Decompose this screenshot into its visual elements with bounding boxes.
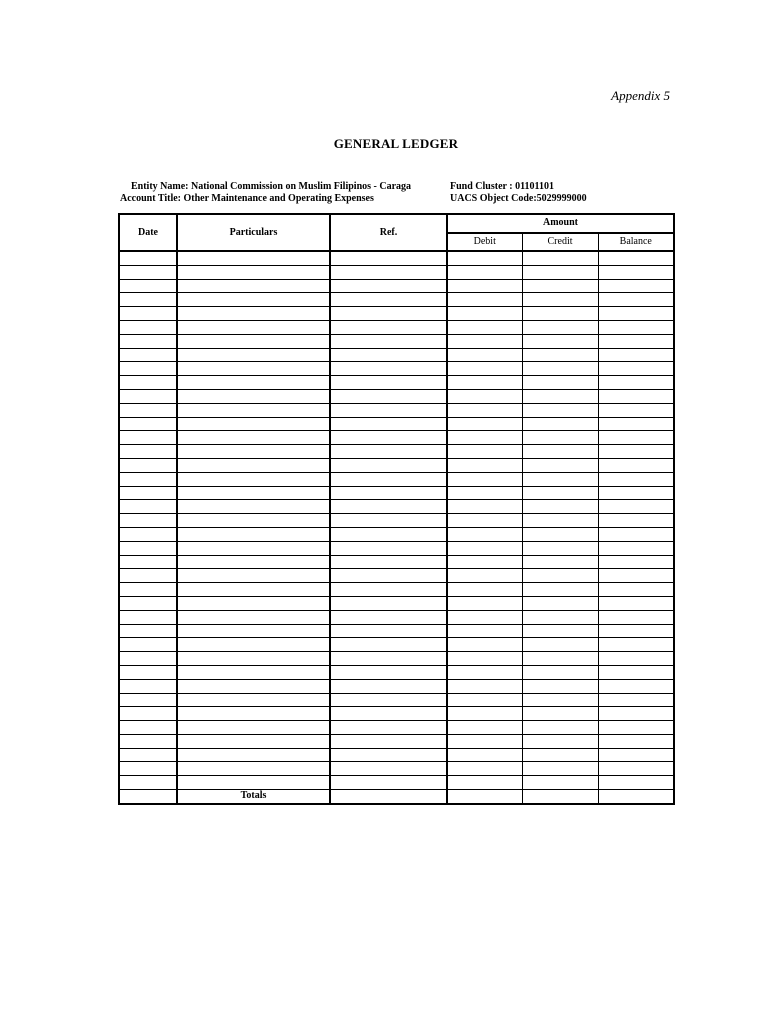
ledger-cell-balance[interactable] — [598, 265, 674, 279]
ledger-cell-particulars[interactable] — [177, 721, 330, 735]
ledger-table — [118, 213, 675, 805]
ledger-cell-particulars[interactable] — [177, 541, 330, 555]
ledger-cell-ref[interactable] — [330, 514, 447, 528]
ledger-cell-particulars[interactable] — [177, 583, 330, 597]
ledger-cell-date[interactable] — [119, 610, 177, 624]
ledger-cell-date[interactable] — [119, 500, 177, 514]
ledger-cell-date[interactable] — [119, 707, 177, 721]
ledger-cell-credit[interactable] — [522, 348, 598, 362]
ledger-cell-balance[interactable] — [598, 721, 674, 735]
ledger-cell-balance[interactable] — [598, 665, 674, 679]
ledger-cell-balance[interactable] — [598, 734, 674, 748]
ledger-cell-ref[interactable] — [330, 458, 447, 472]
ledger-cell-balance[interactable] — [598, 610, 674, 624]
ledger-cell-balance[interactable] — [598, 362, 674, 376]
ledger-cell-debit[interactable] — [447, 500, 522, 514]
ledger-cell-balance[interactable] — [598, 583, 674, 597]
ledger-cell-balance[interactable] — [598, 500, 674, 514]
ledger-cell-credit[interactable] — [522, 307, 598, 321]
ledger-row — [119, 721, 674, 735]
ledger-cell-credit[interactable] — [522, 638, 598, 652]
ledger-cell-ref[interactable] — [330, 403, 447, 417]
ledger-row — [119, 265, 674, 279]
ledger-cell-particulars[interactable] — [177, 320, 330, 334]
ledger-cell-credit[interactable] — [522, 679, 598, 693]
ledger-row — [119, 403, 674, 417]
ledger-cell-particulars[interactable] — [177, 610, 330, 624]
ledger-row — [119, 679, 674, 693]
ledger-cell-particulars[interactable] — [177, 734, 330, 748]
ledger-cell-date[interactable] — [119, 679, 177, 693]
ledger-cell-date[interactable] — [119, 514, 177, 528]
ledger-row — [119, 334, 674, 348]
ledger-cell-date[interactable] — [119, 541, 177, 555]
ledger-cell-date[interactable] — [119, 762, 177, 776]
ledger-cell-particulars[interactable] — [177, 665, 330, 679]
ledger-cell-particulars[interactable] — [177, 624, 330, 638]
ledger-cell-balance[interactable] — [598, 762, 674, 776]
ledger-cell-particulars[interactable] — [177, 445, 330, 459]
ledger-cell-balance[interactable] — [598, 527, 674, 541]
ledger-cell-ref[interactable] — [330, 293, 447, 307]
totals-date-cell — [119, 790, 177, 804]
ledger-cell-particulars[interactable] — [177, 348, 330, 362]
ledger-row — [119, 693, 674, 707]
ledger-row — [119, 348, 674, 362]
ledger-cell-ref[interactable] — [330, 472, 447, 486]
ledger-row — [119, 527, 674, 541]
ledger-cell-credit[interactable] — [522, 251, 598, 265]
ledger-row — [119, 583, 674, 597]
ledger-cell-debit[interactable] — [447, 403, 522, 417]
ledger-cell-date[interactable] — [119, 555, 177, 569]
ledger-cell-ref[interactable] — [330, 596, 447, 610]
ledger-cell-date[interactable] — [119, 486, 177, 500]
ledger-cell-balance[interactable] — [598, 707, 674, 721]
ledger-cell-date[interactable] — [119, 527, 177, 541]
ledger-cell-ref[interactable] — [330, 541, 447, 555]
ledger-cell-debit[interactable] — [447, 679, 522, 693]
ledger-cell-debit[interactable] — [447, 307, 522, 321]
ledger-cell-debit[interactable] — [447, 445, 522, 459]
ledger-cell-date[interactable] — [119, 596, 177, 610]
ledger-cell-debit[interactable] — [447, 762, 522, 776]
ledger-cell-credit[interactable] — [522, 762, 598, 776]
ledger-cell-debit[interactable] — [447, 472, 522, 486]
ledger-cell-credit[interactable] — [522, 596, 598, 610]
ledger-row — [119, 665, 674, 679]
ledger-cell-particulars[interactable] — [177, 638, 330, 652]
ledger-cell-credit[interactable] — [522, 458, 598, 472]
totals-ref-cell — [330, 790, 447, 804]
ledger-cell-date[interactable] — [119, 721, 177, 735]
ledger-cell-credit[interactable] — [522, 652, 598, 666]
uacs-object-code: UACS Object Code:5029999000 — [450, 193, 587, 204]
ledger-row — [119, 500, 674, 514]
ledger-cell-date[interactable] — [119, 445, 177, 459]
totals-row — [119, 790, 674, 804]
ledger-cell-debit[interactable] — [447, 734, 522, 748]
ledger-cell-credit[interactable] — [522, 293, 598, 307]
ledger-cell-particulars[interactable] — [177, 569, 330, 583]
ledger-cell-credit[interactable] — [522, 320, 598, 334]
page-title: GENERAL LEDGER — [333, 136, 459, 151]
ledger-cell-particulars[interactable] — [177, 279, 330, 293]
ledger-cell-debit[interactable] — [447, 293, 522, 307]
ledger-cell-date[interactable] — [119, 251, 177, 265]
header-credit: Credit — [522, 233, 598, 252]
ledger-cell-balance[interactable] — [598, 376, 674, 390]
ledger-cell-credit[interactable] — [522, 403, 598, 417]
ledger-cell-credit[interactable] — [522, 721, 598, 735]
ledger-cell-debit[interactable] — [447, 251, 522, 265]
ledger-cell-ref[interactable] — [330, 665, 447, 679]
ledger-cell-date[interactable] — [119, 334, 177, 348]
ledger-cell-credit[interactable] — [522, 500, 598, 514]
ledger-row — [119, 279, 674, 293]
ledger-cell-ref[interactable] — [330, 748, 447, 762]
ledger-cell-balance[interactable] — [598, 417, 674, 431]
ledger-cell-credit[interactable] — [522, 776, 598, 790]
ledger-row — [119, 707, 674, 721]
ledger-cell-ref[interactable] — [330, 251, 447, 265]
account-title: Account Title: Other Maintenance and Operating Expenses — [120, 193, 374, 204]
ledger-cell-balance[interactable] — [598, 624, 674, 638]
ledger-cell-particulars[interactable] — [177, 293, 330, 307]
totals-balance-cell — [598, 790, 674, 804]
ledger-cell-debit[interactable] — [447, 514, 522, 528]
ledger-cell-debit[interactable] — [447, 389, 522, 403]
header-date: Date — [119, 214, 177, 251]
ledger-cell-date[interactable] — [119, 665, 177, 679]
ledger-cell-ref[interactable] — [330, 707, 447, 721]
ledger-row — [119, 389, 674, 403]
ledger-cell-balance[interactable] — [598, 445, 674, 459]
ledger-cell-debit[interactable] — [447, 748, 522, 762]
ledger-cell-balance[interactable] — [598, 514, 674, 528]
ledger-row — [119, 638, 674, 652]
ledger-cell-debit[interactable] — [447, 417, 522, 431]
ledger-cell-date[interactable] — [119, 362, 177, 376]
ledger-cell-date[interactable] — [119, 403, 177, 417]
ledger-cell-date[interactable] — [119, 376, 177, 390]
ledger-cell-particulars[interactable] — [177, 376, 330, 390]
ledger-cell-debit[interactable] — [447, 652, 522, 666]
ledger-cell-balance[interactable] — [598, 348, 674, 362]
totals-credit-cell — [522, 790, 598, 804]
ledger-cell-particulars[interactable] — [177, 458, 330, 472]
ledger-cell-balance[interactable] — [598, 389, 674, 403]
ledger-cell-balance[interactable] — [598, 652, 674, 666]
ledger-cell-particulars[interactable] — [177, 679, 330, 693]
ledger-cell-credit[interactable] — [522, 472, 598, 486]
ledger-cell-debit[interactable] — [447, 569, 522, 583]
ledger-row — [119, 251, 674, 265]
ledger-cell-date[interactable] — [119, 734, 177, 748]
ledger-cell-credit[interactable] — [522, 734, 598, 748]
ledger-cell-ref[interactable] — [330, 334, 447, 348]
ledger-cell-ref[interactable] — [330, 348, 447, 362]
ledger-cell-balance[interactable] — [598, 472, 674, 486]
ledger-cell-debit[interactable] — [447, 721, 522, 735]
header-ref: Ref. — [330, 214, 447, 251]
ledger-cell-balance[interactable] — [598, 693, 674, 707]
ledger-cell-credit[interactable] — [522, 334, 598, 348]
ledger-cell-balance[interactable] — [598, 638, 674, 652]
ledger-row — [119, 541, 674, 555]
ledger-cell-date[interactable] — [119, 776, 177, 790]
ledger-cell-debit[interactable] — [447, 638, 522, 652]
ledger-cell-debit[interactable] — [447, 486, 522, 500]
ledger-cell-debit[interactable] — [447, 527, 522, 541]
ledger-cell-balance[interactable] — [598, 596, 674, 610]
ledger-cell-date[interactable] — [119, 320, 177, 334]
ledger-cell-debit[interactable] — [447, 624, 522, 638]
ledger-cell-ref[interactable] — [330, 721, 447, 735]
ledger-cell-credit[interactable] — [522, 555, 598, 569]
ledger-cell-credit[interactable] — [522, 445, 598, 459]
ledger-cell-balance[interactable] — [598, 320, 674, 334]
ledger-row — [119, 624, 674, 638]
header-debit: Debit — [447, 233, 522, 252]
ledger-cell-particulars[interactable] — [177, 514, 330, 528]
ledger-cell-ref[interactable] — [330, 486, 447, 500]
ledger-cell-debit[interactable] — [447, 431, 522, 445]
ledger-cell-balance[interactable] — [598, 403, 674, 417]
ledger-cell-debit[interactable] — [447, 555, 522, 569]
ledger-cell-credit[interactable] — [522, 265, 598, 279]
ledger-cell-balance[interactable] — [598, 307, 674, 321]
ledger-cell-date[interactable] — [119, 279, 177, 293]
ledger-cell-credit[interactable] — [522, 707, 598, 721]
ledger-row — [119, 734, 674, 748]
ledger-cell-ref[interactable] — [330, 776, 447, 790]
ledger-cell-ref[interactable] — [330, 265, 447, 279]
ledger-cell-date[interactable] — [119, 472, 177, 486]
ledger-cell-ref[interactable] — [330, 555, 447, 569]
ledger-cell-debit[interactable] — [447, 776, 522, 790]
ledger-cell-credit[interactable] — [522, 665, 598, 679]
ledger-row — [119, 610, 674, 624]
ledger-row — [119, 376, 674, 390]
ledger-cell-particulars[interactable] — [177, 486, 330, 500]
ledger-cell-date[interactable] — [119, 348, 177, 362]
ledger-cell-particulars[interactable] — [177, 472, 330, 486]
ledger-cell-date[interactable] — [119, 748, 177, 762]
ledger-cell-balance[interactable] — [598, 486, 674, 500]
ledger-cell-balance[interactable] — [598, 431, 674, 445]
ledger-cell-balance[interactable] — [598, 541, 674, 555]
ledger-cell-debit[interactable] — [447, 541, 522, 555]
ledger-row — [119, 596, 674, 610]
ledger-cell-credit[interactable] — [522, 362, 598, 376]
ledger-cell-ref[interactable] — [330, 762, 447, 776]
ledger-cell-particulars[interactable] — [177, 527, 330, 541]
ledger-cell-date[interactable] — [119, 638, 177, 652]
ledger-cell-balance[interactable] — [598, 679, 674, 693]
ledger-cell-particulars[interactable] — [177, 693, 330, 707]
ledger-cell-particulars[interactable] — [177, 417, 330, 431]
ledger-cell-date[interactable] — [119, 389, 177, 403]
ledger-cell-balance[interactable] — [598, 279, 674, 293]
header-balance: Balance — [598, 233, 674, 252]
ledger-cell-ref[interactable] — [330, 320, 447, 334]
ledger-cell-ref[interactable] — [330, 679, 447, 693]
header-particulars: Particulars — [177, 214, 330, 251]
ledger-cell-balance[interactable] — [598, 748, 674, 762]
ledger-cell-ref[interactable] — [330, 279, 447, 293]
ledger-cell-particulars[interactable] — [177, 762, 330, 776]
ledger-cell-particulars[interactable] — [177, 251, 330, 265]
ledger-row — [119, 458, 674, 472]
ledger-cell-particulars[interactable] — [177, 265, 330, 279]
ledger-row — [119, 362, 674, 376]
ledger-cell-ref[interactable] — [330, 445, 447, 459]
ledger-row — [119, 472, 674, 486]
ledger-cell-credit[interactable] — [522, 624, 598, 638]
ledger-cell-particulars[interactable] — [177, 362, 330, 376]
ledger-cell-balance[interactable] — [598, 458, 674, 472]
ledger-cell-ref[interactable] — [330, 569, 447, 583]
ledger-cell-credit[interactable] — [522, 527, 598, 541]
ledger-cell-date[interactable] — [119, 693, 177, 707]
ledger-cell-debit[interactable] — [447, 334, 522, 348]
ledger-cell-debit[interactable] — [447, 610, 522, 624]
ledger-row — [119, 652, 674, 666]
ledger-cell-particulars[interactable] — [177, 389, 330, 403]
ledger-cell-particulars[interactable] — [177, 431, 330, 445]
ledger-cell-credit[interactable] — [522, 610, 598, 624]
ledger-cell-particulars[interactable] — [177, 652, 330, 666]
ledger-cell-debit[interactable] — [447, 707, 522, 721]
ledger-cell-date[interactable] — [119, 293, 177, 307]
ledger-cell-ref[interactable] — [330, 652, 447, 666]
ledger-row — [119, 320, 674, 334]
ledger-cell-balance[interactable] — [598, 569, 674, 583]
ledger-cell-date[interactable] — [119, 652, 177, 666]
ledger-row — [119, 569, 674, 583]
ledger-cell-balance[interactable] — [598, 555, 674, 569]
ledger-cell-credit[interactable] — [522, 514, 598, 528]
ledger-cell-debit[interactable] — [447, 596, 522, 610]
ledger-cell-credit[interactable] — [522, 431, 598, 445]
ledger-cell-debit[interactable] — [447, 279, 522, 293]
ledger-cell-credit[interactable] — [522, 376, 598, 390]
ledger-cell-date[interactable] — [119, 431, 177, 445]
ledger-cell-ref[interactable] — [330, 431, 447, 445]
ledger-row — [119, 762, 674, 776]
ledger-cell-particulars[interactable] — [177, 403, 330, 417]
ledger-cell-ref[interactable] — [330, 610, 447, 624]
ledger-cell-ref[interactable] — [330, 624, 447, 638]
appendix-label: Appendix 5 — [611, 88, 670, 103]
ledger-cell-debit[interactable] — [447, 348, 522, 362]
ledger-cell-particulars[interactable] — [177, 776, 330, 790]
ledger-cell-credit[interactable] — [522, 389, 598, 403]
ledger-cell-debit[interactable] — [447, 320, 522, 334]
ledger-cell-particulars[interactable] — [177, 307, 330, 321]
ledger-cell-particulars[interactable] — [177, 596, 330, 610]
ledger-cell-ref[interactable] — [330, 500, 447, 514]
ledger-cell-debit[interactable] — [447, 265, 522, 279]
ledger-cell-credit[interactable] — [522, 569, 598, 583]
ledger-cell-particulars[interactable] — [177, 707, 330, 721]
ledger-cell-ref[interactable] — [330, 527, 447, 541]
ledger-cell-debit[interactable] — [447, 362, 522, 376]
ledger-row — [119, 486, 674, 500]
ledger-cell-date[interactable] — [119, 458, 177, 472]
totals-label: Totals — [177, 790, 330, 804]
ledger-cell-date[interactable] — [119, 583, 177, 597]
ledger-row — [119, 748, 674, 762]
ledger-cell-particulars[interactable] — [177, 500, 330, 514]
ledger-row — [119, 431, 674, 445]
ledger-cell-debit[interactable] — [447, 458, 522, 472]
ledger-cell-ref[interactable] — [330, 638, 447, 652]
ledger-row — [119, 776, 674, 790]
ledger-row — [119, 445, 674, 459]
ledger-row — [119, 514, 674, 528]
ledger-cell-credit[interactable] — [522, 486, 598, 500]
ledger-cell-balance[interactable] — [598, 293, 674, 307]
ledger-cell-ref[interactable] — [330, 417, 447, 431]
ledger-cell-credit[interactable] — [522, 583, 598, 597]
fund-cluster: Fund Cluster : 01101101 — [450, 181, 554, 192]
ledger-cell-credit[interactable] — [522, 693, 598, 707]
header-amount: Amount — [447, 214, 674, 233]
ledger-cell-debit[interactable] — [447, 693, 522, 707]
totals-debit-cell — [447, 790, 522, 804]
ledger-row — [119, 555, 674, 569]
ledger-cell-ref[interactable] — [330, 376, 447, 390]
ledger-row — [119, 417, 674, 431]
ledger-row — [119, 307, 674, 321]
ledger-cell-particulars[interactable] — [177, 748, 330, 762]
ledger-cell-date[interactable] — [119, 417, 177, 431]
ledger-cell-ref[interactable] — [330, 362, 447, 376]
ledger-cell-balance[interactable] — [598, 776, 674, 790]
ledger-cell-credit[interactable] — [522, 417, 598, 431]
ledger-cell-debit[interactable] — [447, 376, 522, 390]
ledger-cell-ref[interactable] — [330, 389, 447, 403]
ledger-cell-ref[interactable] — [330, 693, 447, 707]
ledger-cell-balance[interactable] — [598, 334, 674, 348]
ledger-cell-date[interactable] — [119, 569, 177, 583]
ledger-cell-debit[interactable] — [447, 583, 522, 597]
ledger-cell-ref[interactable] — [330, 307, 447, 321]
ledger-cell-particulars[interactable] — [177, 555, 330, 569]
ledger-cell-date[interactable] — [119, 624, 177, 638]
entity-name: Entity Name: National Commission on Muslim Filipinos - Caraga — [131, 181, 412, 192]
ledger-cell-ref[interactable] — [330, 583, 447, 597]
ledger-row — [119, 293, 674, 307]
ledger-cell-date[interactable] — [119, 265, 177, 279]
ledger-cell-credit[interactable] — [522, 279, 598, 293]
ledger-cell-credit[interactable] — [522, 541, 598, 555]
ledger-cell-particulars[interactable] — [177, 334, 330, 348]
ledger-cell-debit[interactable] — [447, 665, 522, 679]
ledger-cell-credit[interactable] — [522, 748, 598, 762]
ledger-cell-ref[interactable] — [330, 734, 447, 748]
ledger-cell-balance[interactable] — [598, 251, 674, 265]
ledger-cell-date[interactable] — [119, 307, 177, 321]
